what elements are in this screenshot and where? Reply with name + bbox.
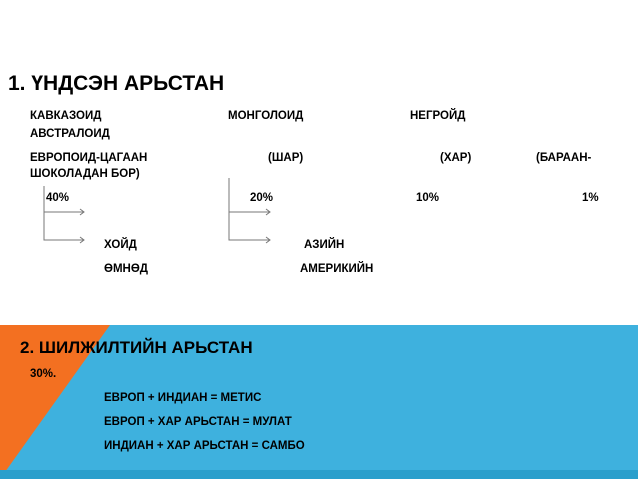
branch-north: ХОЙД [104, 239, 137, 251]
branch-american: АМЕРИКИЙН [300, 263, 374, 275]
color-european: ЕВРОПОИД-ЦАГААН [30, 152, 148, 164]
branch-asian: АЗИЙН [304, 239, 345, 251]
percent-australoid: 1% [582, 192, 599, 204]
section1-title: 1. ҮНДСЭН АРЬСТАН [8, 72, 225, 95]
header-caucasoid: КАВКАЗОИД [30, 110, 102, 122]
color-brown-end: ШОКОЛАДАН БОР) [30, 168, 140, 180]
header-mongoloid: МОНГОЛОИД [228, 110, 304, 122]
percent-mongoloid: 20% [250, 192, 274, 204]
section2-title: 2. ШИЛЖИЛТИЙН АРЬСТАН [20, 338, 253, 357]
color-brown-start: (БАРААН- [536, 152, 592, 164]
color-yellow: (ШАР) [268, 152, 304, 164]
branch-south: ӨМНӨД [104, 263, 148, 275]
percent-caucasoid: 40% [46, 192, 70, 204]
header-australoid: АВСТРАЛОИД [30, 128, 110, 140]
percent-negroid: 10% [416, 192, 440, 204]
color-black: (ХАР) [440, 152, 472, 164]
mix-line-metis: ЕВРОП + ИНДИАН = МЕТИС [104, 392, 262, 404]
bottom-strip [0, 470, 638, 479]
mix-line-mulatto: ЕВРОП + ХАР АРЬСТАН = МУЛАТ [104, 416, 292, 428]
header-negroid: НЕГРОЙД [410, 110, 466, 122]
mix-line-sambo: ИНДИАН + ХАР АРЬСТАН = САМБО [104, 440, 305, 452]
section2-percent: 30%. [30, 368, 57, 380]
